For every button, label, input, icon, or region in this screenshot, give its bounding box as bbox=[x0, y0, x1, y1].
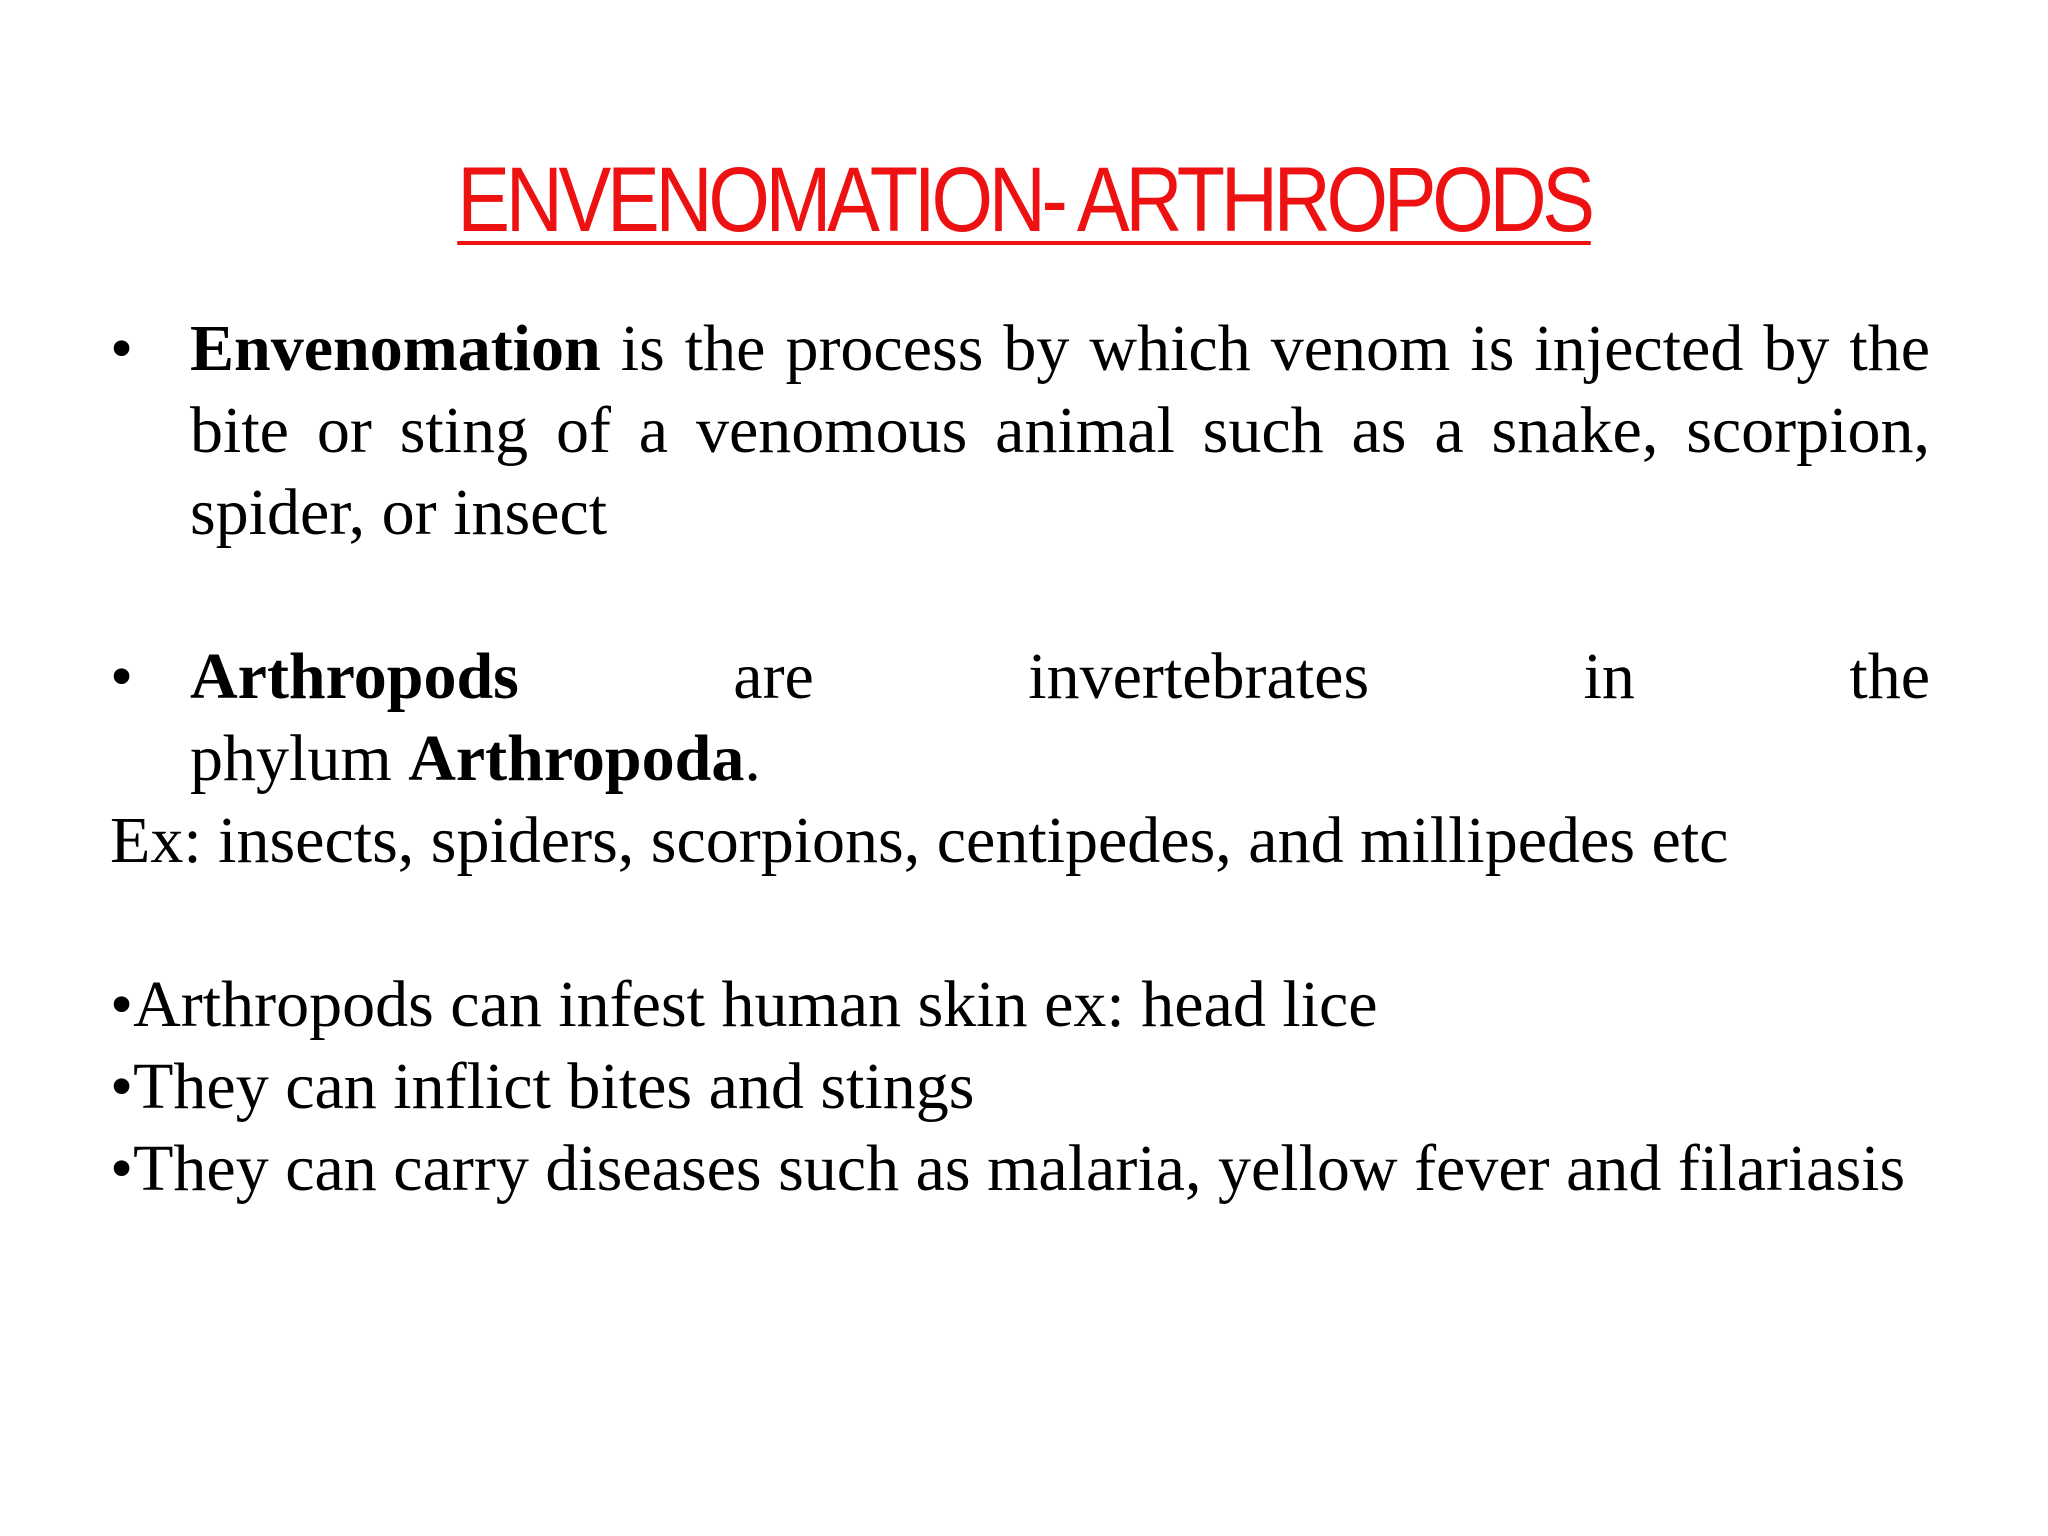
bullet-dot: • bbox=[110, 640, 134, 713]
slide-title-text: ENVENOMATION- ARTHROPODS bbox=[457, 149, 1591, 251]
arthropods-line-2 bbox=[190, 718, 1930, 800]
arthropods-text-3: . bbox=[744, 722, 761, 795]
point-diseases: •They can carry diseases such as malaria, yellow fever and filariasis bbox=[110, 1132, 1906, 1205]
arthropods-line-1 bbox=[190, 636, 1930, 718]
bullet-envenomation bbox=[110, 308, 1930, 554]
point-infest: •Arthropods can infest human skin ex: head lice bbox=[110, 968, 1378, 1041]
term-envenomation: Envenomation bbox=[190, 312, 601, 385]
point-bites: •They can inflict bites and stings bbox=[110, 1050, 975, 1123]
arthropods-text-1: are invertebrates in the bbox=[518, 640, 1930, 713]
slide-title bbox=[143, 150, 1904, 250]
arthropods-text-2: phylum bbox=[190, 722, 409, 795]
bullet-arthropods bbox=[110, 636, 1930, 800]
slide-body bbox=[110, 308, 1930, 1210]
examples-text: Ex: insects, spiders, scorpions, centipedes, and millipedes etc bbox=[110, 804, 1729, 877]
term-arthropoda: Arthropoda bbox=[408, 722, 745, 795]
spacer bbox=[110, 882, 1930, 964]
spacer bbox=[110, 554, 1930, 636]
term-arthropods: Arthropods bbox=[190, 640, 519, 713]
definition-envenomation: is the process by which venom is injected by the bite or sting of a venomous animal such as a snake, scorpion, spider, or insect bbox=[190, 312, 1930, 549]
bullet-dot: • bbox=[110, 312, 134, 385]
